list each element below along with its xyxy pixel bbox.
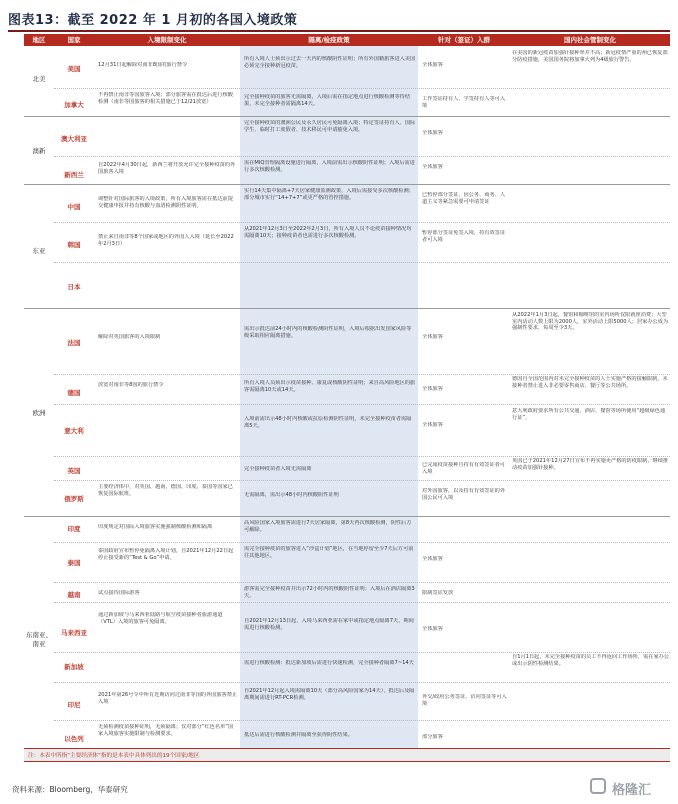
header-visa: 针对（签证）入群 [438,36,490,44]
title-divider [8,30,670,32]
row-divider [54,156,670,157]
newzealand-entry: 自2022年4月30日起，新西兰将开放允许完全接种疫苗的外国旅客入境 [98,162,236,175]
indonesia-quarantine: 自2021年12月起入境需隔离10天（部分高风险国家为14天），抵达后及隔离期间需进行RT-PCR检测。 [244,688,415,701]
germany-visa: 全体旅客 [422,386,443,392]
country-italy: 意大利 [64,427,84,435]
germany-domestic: 德国自全国范围内对未完全接种疫苗的人士实施严格的接触限制，未接种者禁止进入非必要零售商店、餐厅等公共场所。 [512,376,668,389]
malaysia-entry: 通过新加坡与马来西亚陆路与航空疫苗接种者旅游通道（VTL）入境的旅客可免隔离。 [98,612,223,625]
country-india: 印度 [67,525,81,533]
korea-entry: 禁止来自南非等8个国家或地区的外国人入境（延长至2022年2月3日） [98,234,234,247]
title-bar [8,6,670,30]
country-korea: 韩国 [67,241,81,249]
header-region: 地区 [32,36,46,44]
indonesia-entry: 2021年第26号令中所有近期访问过南非等国的外国旅客禁止入境 [98,692,238,705]
country-canada: 加拿大 [64,101,84,109]
italy-quarantine: 入境前需出示48小时内核酸或抗原检测阴性证明，未完全接种疫苗者需隔离5天。 [244,416,412,429]
row-divider [54,262,670,263]
watermark-logo-icon [590,778,606,794]
israel-visa: 部分旅客 [422,734,443,740]
country-australia: 澳大利亚 [61,135,87,143]
row-divider [54,582,670,583]
indonesia-visa: 外交/政府公务签证、访问签证等可入境 [422,694,507,707]
usa-visa: 全体旅客 [422,62,443,68]
row-divider [54,720,670,721]
page-title: 图表13：截至 2022 年 1 月初的各国入境政策 [8,13,298,28]
policy-table [24,34,670,760]
australia-visa: 全体旅客 [422,130,443,136]
uk-quarantine: 完全接种疫苗者入境无需隔离 [244,466,312,472]
country-germany: 德国 [67,389,81,397]
thailand-quarantine: 需完全接种疫苗的旅客进入“沙盒计划”地区，在当地停留至少7天后方可前往其他地区。 [244,546,414,559]
usa-entry: 12月31日起解除对南非8国的旅行禁令 [98,62,188,68]
region-divider [24,516,670,517]
russia-visa: 对外国旅客，以及持有有效签证的外国公民可入境 [422,488,506,501]
uk-visa: 已完成疫苗接种且持有有效签证者可入境 [422,462,506,475]
row-divider [54,652,670,653]
row-divider [54,682,670,683]
country-china: 中国 [67,203,81,211]
israel-quarantine: 抵达后需进行核酸检测并隔离至获得阴性结果。 [244,732,353,738]
germany-entry: 放宽对南非等8国的旅行禁令 [98,382,164,388]
russia-quarantine: 无需隔离，需出示48小时内核酸阴性证明 [244,492,339,498]
row-divider [54,374,670,375]
country-france: 法国 [67,339,81,347]
singapore-quarantine: 需进行核酸检测：抵达新加坡后需进行快速检测，完全接种者隔离7~14天 [244,660,414,666]
uk-domestic: 英国已于2021年12月27日宣布不再实施更严格的防疫限制，继续推动疫苗加强针接种。 [512,458,669,471]
footnote-bar [24,748,670,762]
region-anz: 澳新 [32,147,46,155]
country-malaysia: 马来西亚 [61,629,87,637]
canada-quarantine: 完全接种疫苗的旅客无需隔离，入境后需在指定地点进行核酸检测等待结果，未完全接种者需隔离14天。 [244,94,411,107]
vietnam-entry: 试点接待国际游客 [98,590,140,596]
country-newzealand: 新西兰 [64,171,84,179]
malaysia-quarantine: 自2021年12月13日起，入境马来西亚需在家中或指定地点隔离7天，期间需进行核酸检测。 [244,618,414,631]
canada-entry: 不再禁止南非等国旅客入境；部分旅客需在抵达后进行核酸检测（南非等国旅客的相关措施已于12/21放宽） [98,92,233,105]
italy-visa: 全体旅客 [422,422,443,428]
watermark [590,776,674,798]
korea-quarantine: 从2021年12月3日至2022年2月3日，所有入境人员不论疫苗接种情况均需隔离10天；接种疫苗者也需进行多次核酸检测。 [244,226,412,239]
row-divider [54,222,670,223]
india-entry: 印度规定对国际入境旅客实施强制核酸检测和隔离 [98,524,213,530]
usa-domestic: 在美国的新冠疫苗加强针接种率并不高；新冠疫情严重的州已恢复部分防疫措施，美国国务院将加拿大列为4级旅行警告。 [512,50,668,63]
country-singapore: 新加坡 [64,663,84,671]
italy-domestic: 意大利政府要求所有公共交通、酒店、餐馆等场所使用“超级绿色通行证”。 [512,408,666,421]
region-europe: 欧洲 [32,409,46,417]
region-se-south-asia: 东南亚、南亚 [26,631,52,648]
region-divider [24,308,670,309]
source-note: 资料来源：Bloomberg，华泰研究 [12,785,128,794]
footnote: 注：本表中所指“主要经济体”指的是本表中具体列出的19个国家/地区 [28,753,200,759]
header-entry: 入境限制变化 [147,36,187,44]
france-visa: 全体旅客 [422,334,443,340]
russia-entry: 主要经济体中，对英国、越南、德国、印度、泰国等国家已恢复国际航班。 [98,484,233,497]
india-quarantine: 高风险国家入境旅客需进行7天居家隔离，第8天再次核酸检测，阴性后方可解除。 [244,520,412,533]
header-domestic: 国内社会管制变化 [564,36,616,44]
korea-visa: 暂停部分签证免签入境，持有效签证者可入境 [422,230,506,243]
row-divider [54,542,670,543]
row-divider [54,480,670,481]
canada-visa: 工作签证持有人、学签持有人等可入境 [422,96,506,109]
france-quarantine: 需出示抵达前24小时内的核酸检测阴性证明，入境后根据出发国家风险等级采取相应隔离措施。 [244,326,412,339]
header-quarantine: 隔离/检疫政策 [308,36,350,44]
row-divider [54,88,670,89]
china-entry: 调整针对国际旅客的入境政策，所有入境旅客需在抵达前提交健康申报并持有核酸与血清检测阴性证明。 [98,196,233,209]
watermark-text: 格隆汇 [612,783,652,798]
region-north-america: 北美 [32,75,46,83]
israel-entry: 无须检测疫苗接种证明，无须隔离；仅对部分“红色名单”国家入境旅客实施限制与检测要求。 [98,724,234,737]
country-japan: 日本 [67,283,81,291]
china-quarantine: 实行14天集中隔离+7天居家健康监测政策，入境后需接受多次核酸检测；部分城市实行“14+7+7”或更严格的管控措施。 [244,188,414,201]
newzealand-quarantine: 需在MIQ管理隔离设施进行隔离，入境前需出示核酸阴性证明；入境后需进行多次核酸检测。 [244,160,415,173]
row-divider [54,602,670,603]
region-divider [24,184,670,185]
usa-quarantine: 所有入境人士须出示过去一天内的核酸阴性证明；所有外国籍旅客进入美国必须完全接种新冠疫苗。 [244,56,416,69]
thailand-visa: 全体旅客 [422,556,443,562]
country-vietnam: 越南 [67,591,81,599]
vietnam-visa: 限制签证发放 [422,590,454,596]
country-indonesia: 印尼 [67,701,81,709]
country-uk: 英国 [67,467,81,475]
china-visa: 已暂停部分签证，因公务、商务、人道主义等紧急需要可申请签证 [422,192,506,205]
country-israel: 以色列 [64,735,84,743]
france-domestic: 从2022年1月3日起，餐馆和咖啡馆的室内场所仅限就座消费；大型室内活动人数上限为2000人，室外活动上限5000人；居家办公成为强制性要求，每周至少3天。 [512,312,669,332]
row-divider [54,456,670,457]
region-east-asia: 东亚 [32,247,46,255]
germany-quarantine: 所有入境人员须出示疫苗接种、康复或核酸阴性证明；来自高风险地区的旅客需隔离10天或14天。 [244,380,416,393]
vietnam-quarantine: 游客需完全接种疫苗并出示72小时内的核酸阴性证明；入境后在酒店隔离3天。 [244,586,415,599]
table-header [24,34,670,46]
france-entry: 解除对英国旅客的入境限制 [98,334,161,340]
thailand-entry: 泰国政府宣布暂停免隔离入境计划，自2021年12月22日起停止接受新的“Test & Go”申请。 [98,548,234,561]
row-divider [54,404,670,405]
newzealand-visa: 全体旅客 [422,164,443,170]
header-country: 国家 [67,36,81,44]
country-russia: 俄罗斯 [64,495,84,503]
region-divider [24,116,670,117]
country-thailand: 泰国 [67,559,81,567]
singapore-domestic: 自1月1日起，未完全接种疫苗的员工不得返回工作场所，需在家办公或出示阴性检测结果。 [512,654,670,667]
australia-quarantine: 完全接种疫苗的澳洲公民及永久居民可免隔离入境；特定签证持有人、国际学生、临时打工度假者、技术移民可申请豁免入境。 [244,120,416,133]
malaysia-visa: 全体旅客 [422,626,443,632]
country-usa: 美国 [67,65,81,73]
